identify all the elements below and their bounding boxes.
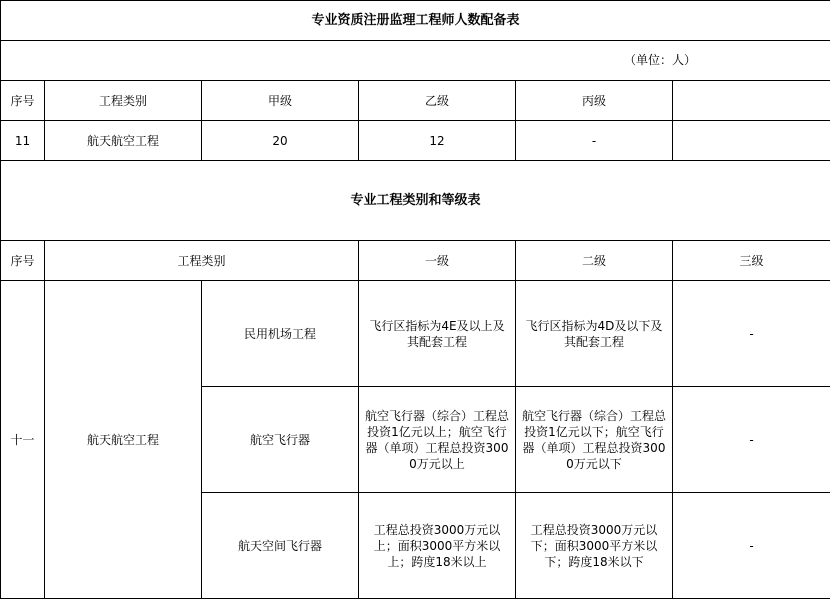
table2-header-level-1: 一级 [359,241,516,281]
table2-header-level-2: 二级 [516,241,673,281]
table1-data-row [1,121,830,161]
table2-row [1,281,830,387]
table1-cell-grade-c: - [516,121,673,161]
table1-cell-grade-a: 20 [202,121,359,161]
table2-level-2-text: 航空飞行器（综合）工程总投资1亿元以下；航空飞行器（单项）工程总投资3000万元以下 [521,408,666,471]
table2-level-2-text: 飞行区指标为4D及以下及其配套工程 [525,318,663,349]
table2-header-level-3: 三级 [673,241,830,281]
table2-title: 专业工程类别和等级表 [1,161,830,241]
table1-cell-index: 11 [1,121,45,161]
table2-header-category: 工程类别 [45,241,359,281]
table2-subcategory: 航天空间飞行器 [202,493,359,599]
table2-level-2 [516,281,673,387]
table1-title-row [1,1,830,41]
table2-level-2 [516,493,673,599]
table1-header-grade-b: 乙级 [359,81,516,121]
table2-subcategory: 民用机场工程 [202,281,359,387]
table2-category: 航天航空工程 [45,281,202,599]
table2-level-3: - [673,493,830,599]
table1-cell-empty [673,121,830,161]
table2-level-2 [516,387,673,493]
table2-level-1-text: 工程总投资3000万元以上；面积3000平方米以上；跨度18米以上 [373,522,501,569]
table2-level-1 [359,493,516,599]
table2-level-3: - [673,281,830,387]
table2-index: 十一 [1,281,45,599]
table2-subcategory: 航空飞行器 [202,387,359,493]
table2-title-row [1,161,830,241]
table1-title: 专业资质注册监理工程师人数配备表 [1,1,830,41]
table1-header-row [1,81,830,121]
table1-header-index: 序号 [1,81,45,121]
unit-label: （单位：人） [623,53,696,67]
table1-header-empty [673,81,830,121]
table2-level-1-text: 飞行区指标为4E及以上及其配套工程 [369,318,505,349]
table2-level-1 [359,281,516,387]
table1-header-grade-c: 丙级 [516,81,673,121]
table2-header-index: 序号 [1,241,45,281]
table1-cell-grade-b: 12 [359,121,516,161]
table1-header-grade-a: 甲级 [202,81,359,121]
table2-header-row [1,241,830,281]
table2-level-1-text: 航空飞行器（综合）工程总投资1亿元以上；航空飞行器（单项）工程总投资3000万元以上 [364,408,509,471]
table2-level-3: - [673,387,830,493]
table1-header-category: 工程类别 [45,81,202,121]
table2-level-2-text: 工程总投资3000万元以下；面积3000平方米以下；跨度18米以下 [530,522,658,569]
table2-level-1 [359,387,516,493]
table1-cell-category: 航天航空工程 [45,121,202,161]
